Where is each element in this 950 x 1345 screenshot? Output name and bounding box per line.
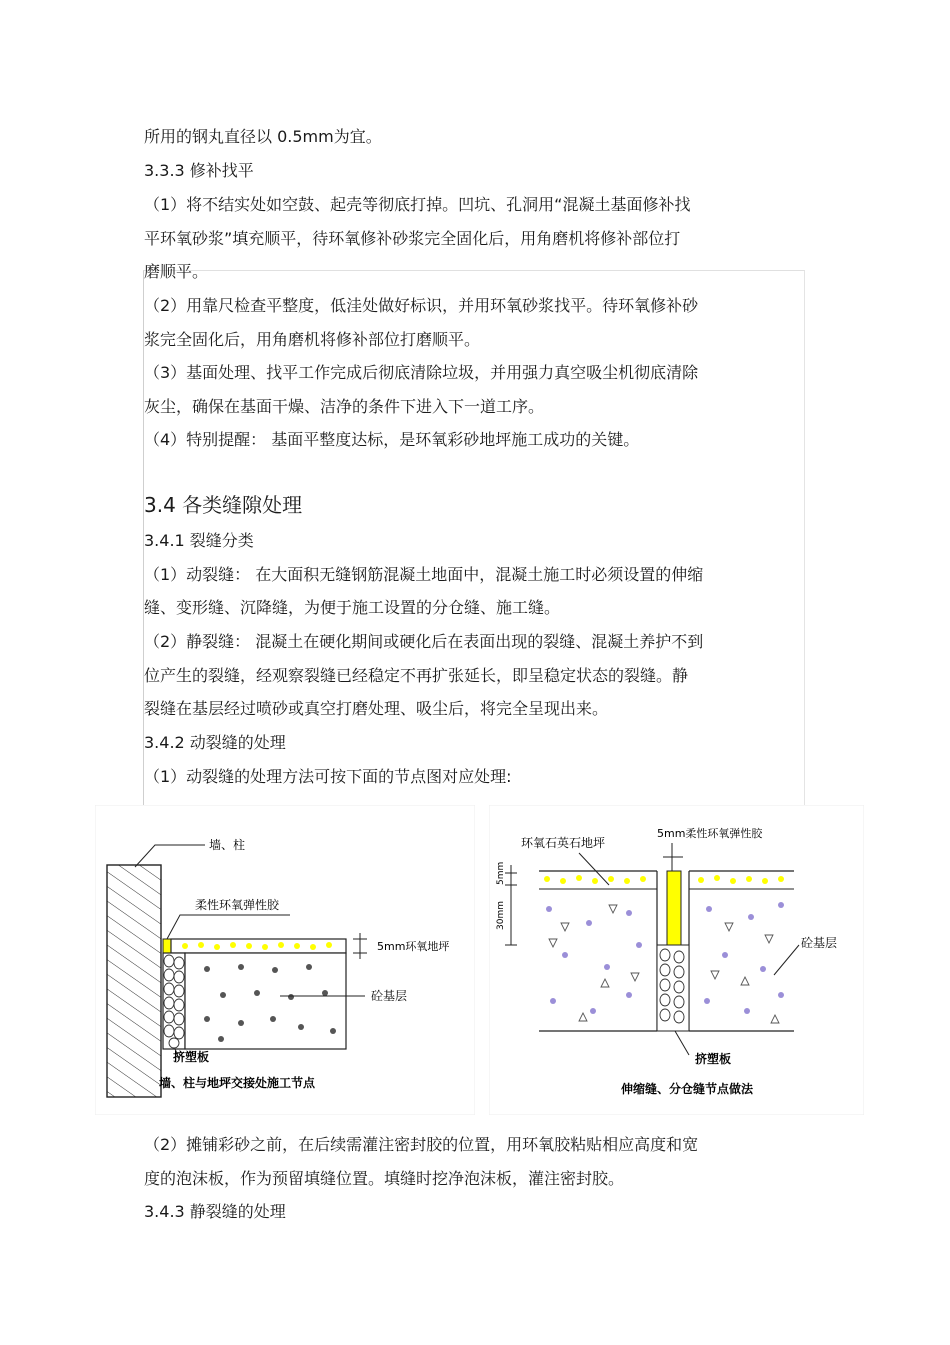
paragraph-line: 缝、变形缝、沉降缝，为便于施工设置的分仓缝、施工缝。 xyxy=(144,598,561,617)
caption-left: 墙、柱与地坪交接处施工节点 xyxy=(159,1076,316,1090)
label-wall: 墙、柱 xyxy=(209,838,246,852)
paragraph-line: （1）动裂缝： 在大面积无缝钢筋混凝土地面中，混凝土施工时必须设置的伸缩 xyxy=(144,565,704,584)
paragraph-line: （2）用靠尺检查平整度，低洼处做好标识，并用环氧砂浆找平。待环氧修补砂 xyxy=(144,296,699,315)
label-quartz: 环氧石英石地坪 xyxy=(521,836,606,850)
label-base: 砼基层 xyxy=(371,989,408,1003)
caption-right: 伸缩缝、分仓缝节点做法 xyxy=(621,1082,754,1096)
section-heading-3-3-3: 3.3.3 修补找平 xyxy=(144,161,254,180)
paragraph-line: 所用的钢丸直径以 0.5mm为宜。 xyxy=(144,127,382,146)
paragraph-line: （4）特别提醒： 基面平整度达标，是环氧彩砂地坪施工成功的关键。 xyxy=(144,430,640,449)
label-sealant: 柔性环氧弹性胶 xyxy=(195,898,280,912)
figure-expansion-joint xyxy=(489,805,864,1115)
dim-30mm: 30mm xyxy=(496,901,506,930)
section-heading-3-4-3: 3.4.3 静裂缝的处理 xyxy=(144,1202,286,1221)
dim-5mm: 5mm xyxy=(496,861,506,885)
section-heading-3-4-2: 3.4.2 动裂缝的处理 xyxy=(144,733,286,752)
label-sealant-5mm: 5mm柔性环氧弹性胶 xyxy=(657,827,763,840)
paragraph-line: （1）将不结实处如空鼓、起壳等彻底打掉。凹坑、孔洞用“混凝土基面修补找 xyxy=(144,195,691,214)
paragraph-line: （2）静裂缝： 混凝土在硬化期间或硬化后在表面出现的裂缝、混凝土养护不到 xyxy=(144,632,704,651)
figure-wall-joint xyxy=(95,805,475,1115)
paragraph-line: 灰尘，确保在基面干燥、洁净的条件下进入下一道工序。 xyxy=(144,397,545,416)
paragraph-line: （1）动裂缝的处理方法可按下面的节点图对应处理: xyxy=(144,767,512,786)
paragraph-line: 裂缝在基层经过喷砂或真空打磨处理、吸尘后，将完全呈现出来。 xyxy=(144,699,609,718)
section-heading-3-4-1: 3.4.1 裂缝分类 xyxy=(144,531,254,550)
label-board: 挤塑板 xyxy=(173,1050,210,1064)
paragraph-line: 浆完全固化后，用角磨机将修补部位打磨顺平。 xyxy=(144,330,481,349)
label-base-right: 砼基层 xyxy=(801,936,838,950)
paragraph-line: （3）基面处理、找平工作完成后彻底清除垃圾，并用强力真空吸尘机彻底清除 xyxy=(144,363,699,382)
paragraph-line: 平环氧砂浆”填充顺平，待环氧修补砂浆完全固化后，用角磨机将修补部位打 xyxy=(144,229,681,248)
paragraph-line: 位产生的裂缝，经观察裂缝已经稳定不再扩张延长，即呈稳定状态的裂缝。静 xyxy=(144,666,689,685)
label-board-right: 挤塑板 xyxy=(695,1052,732,1066)
section-heading-3-4: 3.4 各类缝隙处理 xyxy=(144,493,303,517)
paragraph-line: （2）摊铺彩砂之前，在后续需灌注密封胶的位置，用环氧胶粘贴相应高度和宽 xyxy=(144,1135,699,1154)
label-floor: 5mm环氧地坪 xyxy=(377,940,450,953)
paragraph-line: 磨顺平。 xyxy=(144,262,209,281)
paragraph-line: 度的泡沫板，作为预留填缝位置。填缝时挖净泡沫板，灌注密封胶。 xyxy=(144,1169,625,1188)
